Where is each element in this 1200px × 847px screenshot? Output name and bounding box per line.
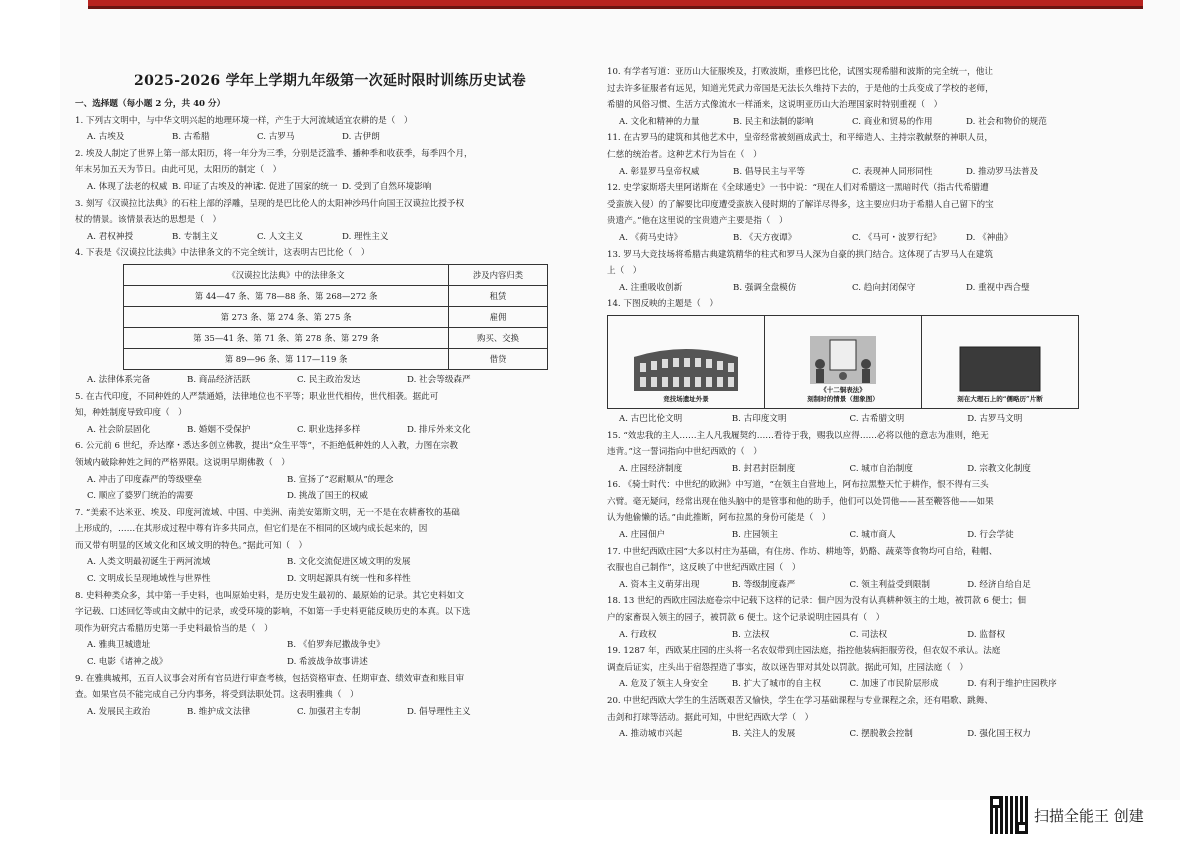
option: B. 《天方夜谭》 [733, 232, 797, 243]
question-stem: 20. 中世纪西欧大学生的生活既艰苦又愉快，学生在学习基础课程与专业课程之余，还有唱歌、跳舞、 [607, 696, 993, 706]
option: C. 顺应了婆罗门统治的需要 [87, 491, 194, 502]
table-row [124, 348, 548, 369]
option-row [607, 726, 1085, 743]
watermark-text: 扫描全能王 创建 [1034, 806, 1144, 825]
option: A. 资本主义萌芽出现 [619, 579, 700, 590]
question-continued: 项作为研究古希腊历史第一手史料最恰当的是（ ） [75, 623, 273, 634]
law-table-header [124, 264, 548, 285]
option: D. 社会等级森严 [407, 374, 471, 385]
picture-caption: 刻在大理石上的“儒略历”片断 [957, 394, 1043, 403]
option: D. 希波战争故事讲述 [287, 657, 368, 668]
qr-code-icon [990, 796, 1028, 834]
option: B. 《伯罗奔尼撒战争史》 [287, 640, 385, 651]
law-articles: 第 35—41 条、第 71 条、第 278 条、第 279 条 [124, 327, 449, 348]
option: A. 注重吸收创新 [619, 282, 683, 293]
option: D. 强化国王权力 [967, 729, 1031, 740]
question-stem: 4. 下表是《汉谟拉比法典》中法律条文的不完全统计，这表明古巴比伦（ ） [75, 248, 370, 259]
question-continued: 受蛮族入侵）的了解要比印度遭受蛮族入侵时期的了解详尽得多，这主要应归功于希腊人自己留下的宝 [607, 199, 994, 210]
option-row [607, 280, 1085, 297]
question-continued: 字记载、口述回忆等或由文献中的记录，或受环境的影响，不如第一手史料更能反映历史的本真。以下选 [75, 607, 471, 618]
option: B. 专制主义 [172, 231, 219, 242]
option-row [607, 577, 1085, 594]
option: B. 古印度文明 [731, 413, 787, 424]
option: C. 《马可・波罗行纪》 [852, 232, 942, 243]
option: B. 古希腊 [172, 132, 210, 143]
option: A. 庄园经济制度 [619, 463, 683, 474]
scanner-watermark [990, 796, 1144, 834]
option-row [607, 627, 1085, 644]
question-continued: 杖的情景。该情景表达的思想是（ ） [75, 215, 222, 226]
right-questions-2 [607, 411, 1085, 743]
law-category: 购买、交换 [449, 327, 548, 348]
question-continued: 违背。”这一誓词指向中世纪西欧的（ ） [607, 447, 762, 458]
option-row [607, 411, 1085, 428]
question-continued: 上（ ） [607, 266, 642, 277]
law-articles: 第 273 条、第 274 条、第 275 条 [124, 306, 449, 327]
option: C. 加速了市民阶层形成 [849, 679, 939, 690]
option: D. 社会和物价的规范 [966, 116, 1047, 127]
option: B. 商品经济活跃 [187, 374, 251, 385]
option: D. 有利于维护庄园秩序 [967, 679, 1057, 690]
table-row [124, 306, 548, 327]
question-stem: 12. 史学家斯塔夫里阿诺斯在《全球通史》一书中说：“现在人们对希腊这一黑暗时代（指古代希腊遭 [607, 183, 989, 194]
option-row [75, 472, 570, 489]
question-continued: 认为他偷懒的话。”由此推断，阿布拉黑的身份可能是（ ） [607, 513, 831, 524]
option: C. 电影《诸神之战》 [87, 657, 168, 668]
option: C. 司法权 [849, 629, 888, 640]
question-stem: 6. 公元前 6 世纪，乔达摩・悉达多创立佛教，提出“众生平等”，不拒绝低种姓的人入教，力图在宗教 [75, 441, 458, 452]
option: B. 民主和法制的影响 [733, 116, 814, 127]
option: A. 人类文明最初诞生于两河流域 [87, 557, 211, 568]
question-stem: 2. 埃及人制定了世界上第一部太阳历，将一年分为三季，分别是泛滥季、播种季和收获季，每季四个月， [75, 148, 473, 159]
twelve-tables-picture [765, 316, 922, 408]
law-category: 租赁 [449, 285, 548, 306]
option: C. 促进了国家的统一 [257, 181, 338, 192]
option-row [75, 637, 570, 654]
picture-strip [607, 315, 1079, 409]
question-stem: 16. 《骑士时代：中世纪的欧洲》中写道，“在领主自营地上，阿布拉黑整天忙于耕作，恨不得有三头 [607, 480, 989, 491]
question-stem: 18. 13 世纪的西欧庄园法庭卷宗中记载下这样的记录：佃户因为没有认真耕种领主的土地，被罚款 6 便士；佃 [607, 596, 1027, 607]
option: B. 维护成文法律 [187, 706, 251, 717]
option: B. 印证了古埃及的神话 [172, 181, 262, 192]
section-heading: 一、选择题（每小题 2 分，共 40 分） [75, 99, 226, 109]
question-stem: 1. 下列古文明中，与中华文明兴起的地理环境一样，产生于大河流域适宜农耕的是（ ） [75, 115, 413, 126]
option: C. 人文主义 [257, 231, 304, 242]
option: D. 受到了自然环境影响 [342, 181, 432, 192]
question-continued: 户的家畜误入领主的园子，被罚款 6 便士。这个记录说明庄园具有（ ） [607, 613, 885, 624]
colosseum-image [626, 337, 746, 395]
option: A. 文化和精神的力量 [619, 116, 700, 127]
law-articles: 第 44—47 条、第 78—88 条、第 268—272 条 [124, 285, 449, 306]
option: B. 等级制度森严 [731, 579, 796, 590]
option: C. 城市自治制度 [849, 463, 913, 474]
option: D. 重视中西合璧 [966, 282, 1030, 293]
option: C. 商业和贸易的作用 [852, 116, 933, 127]
option-row [75, 422, 570, 439]
option: A. 发展民主政治 [87, 706, 151, 717]
option-row [75, 488, 570, 505]
option-row [607, 527, 1085, 544]
option: B. 婚姻不受保护 [187, 424, 251, 435]
option: A. 体现了法老的权威 [87, 181, 168, 192]
question-stem: 8. 史料种类众多，其中第一手史料，也叫原始史料，是历史发生最初的、最原始的记录。其它史料如文 [75, 590, 465, 601]
option: C. 民主政治发达 [297, 374, 361, 385]
question-continued: 六臂。毫无疑问，经常出现在他头脑中的是管事和他的助手，他们可以处罚他——甚至鞭答他——如果 [607, 496, 994, 507]
option: A. 庄园佃户 [619, 530, 666, 541]
left-questions-2 [75, 372, 570, 720]
option-row [75, 704, 570, 721]
question-continued: 查。如果官员不能完成自己分内事务，将受到法职处罚。这表明雅典（ ） [75, 690, 359, 701]
option: C. 文明成长呈现地域性与世界性 [87, 574, 211, 585]
option: A. 推动城市兴起 [619, 729, 683, 740]
option: B. 文化交流促进区域文明的发展 [287, 557, 411, 568]
picture-caption-2: 刻制时的情景（想象图） [807, 394, 879, 403]
option: D. 《神曲》 [966, 232, 1013, 243]
option-row [75, 372, 570, 389]
table-row [124, 327, 548, 348]
option-row [607, 676, 1085, 693]
question-continued: 领域内破除种姓之间的严格界限。这说明早期佛教（ ） [75, 457, 290, 468]
question-stem: 11. 在古罗马的建筑和其他艺术中，皇帝经常被刻画成武士，和平缔造人、主持宗教献祭的神职人员， [607, 133, 993, 144]
question-stem: 10. 有学者写道：亚历山大征服埃及，打败波斯，重修巴比伦，试图实现希腊和波斯的完全统一，他让 [607, 67, 993, 77]
option: C. 职业选择多样 [297, 424, 361, 435]
option-row [607, 230, 1085, 247]
question-stem: 19. 1287 年，西欧某庄园的庄头将一名农奴带到庄园法庭，指控他装病拒服劳役，但农奴不承认。法庭 [607, 646, 1001, 657]
option: D. 监督权 [967, 629, 1006, 640]
option-row [75, 129, 570, 146]
option: B. 立法权 [731, 629, 770, 640]
option: D. 倡导理性主义 [407, 706, 471, 717]
option: D. 经济自给自足 [967, 579, 1031, 590]
option: C. 摆脱教会控制 [849, 729, 913, 740]
question-continued: 上形成的，……在其形成过程中尊有许多共同点，但它们是在不相同的区域内成长起来的，因 [75, 524, 428, 535]
option-row [75, 179, 570, 196]
question-continued: 仁慈的统治者。这种艺术行为旨在（ ） [607, 149, 762, 160]
table-row [124, 285, 548, 306]
law-articles: 第 89—96 条、第 117—119 条 [124, 348, 449, 369]
question-continued: 衣服也自己制作”，这反映了中世纪西欧庄园（ ） [607, 563, 801, 574]
option: D. 古罗马文明 [967, 413, 1023, 424]
option: C. 古罗马 [257, 132, 295, 143]
marble-calendar-image [950, 343, 1050, 395]
option: C. 表现神人同形同性 [852, 166, 933, 177]
law-table [123, 264, 548, 370]
picture-caption: 《十二铜表法》 [820, 385, 866, 394]
question-continued: 年末另加五天为节日。由此可见，太阳历的制定（ ） [75, 165, 282, 176]
option: B. 封君封臣制度 [731, 463, 796, 474]
twelve-tables-image [808, 334, 878, 386]
option-row [75, 571, 570, 588]
option: A. 社会阶层固化 [87, 424, 151, 435]
law-header-articles: 《汉谟拉比法典》中的法律条文 [124, 264, 449, 285]
colosseum-picture [608, 316, 765, 408]
option-row [75, 229, 570, 246]
question-stem: 13. 罗马大竞技场将希腊古典建筑精华的柱式和罗马人深为自豪的拱门结合。这体现了古罗马人在建筑 [607, 249, 993, 260]
option: A. 君权神授 [87, 231, 134, 242]
left-questions [75, 113, 570, 262]
option: A. 行政权 [619, 629, 657, 640]
question-stem: 9. 在雅典城邦，五百人议事会对所有官员进行审查考核，包括资格审查、任期审查、绩效审查和账目审 [75, 673, 465, 684]
question-continued: 知，种姓制度导致印度（ ） [75, 408, 187, 419]
option: B. 倡导民主与平等 [733, 166, 805, 177]
question-continued: 调查后证实，庄头出于宿怨捏造了事实，故以诬告罪对其处以罚款。据此可知，庄园法庭（ ） [607, 662, 968, 673]
option: B. 扩大了城市的自主权 [731, 679, 821, 690]
law-header-category: 涉及内容归类 [449, 264, 548, 285]
top-dark-band [88, 6, 1143, 9]
option: C. 城市商人 [849, 530, 896, 541]
left-column [75, 96, 570, 720]
option: C. 趋向封闭保守 [852, 282, 916, 293]
question-stem: 5. 在古代印度，不同种姓的人严禁通婚，法律地位也不平等；职业世代相传，世代相袭。据此可 [75, 391, 439, 402]
question-continued: 希腊的风俗习惯、生活方式像流水一样涌来，这说明亚历山大治理国家时特别重视（ ） [607, 100, 943, 111]
option-row [75, 554, 570, 571]
option: A. 雅典卫城遗址 [87, 640, 151, 651]
option: A. 古埃及 [87, 132, 125, 143]
option: B. 庄园领主 [731, 530, 778, 541]
option: C. 加强君主专制 [297, 706, 361, 717]
option: A. 危及了领主人身安全 [619, 679, 709, 690]
question-stem: 3. 刻写《汉谟拉比法典》的石柱上部的浮雕，呈现的是巴比伦人的太阳神沙玛什向国王汉谟拉比授予权 [75, 198, 465, 209]
option: D. 理性主义 [342, 231, 389, 242]
option-row [607, 164, 1085, 181]
option-row [607, 114, 1085, 131]
picture-caption: 竞技场遗址外景 [663, 394, 709, 403]
option: D. 排斥外来文化 [407, 424, 471, 435]
option: A. 古巴比伦文明 [619, 413, 683, 424]
option: B. 宣扬了“忍耐顺从”的理念 [287, 474, 394, 485]
right-questions [607, 64, 1085, 313]
option: A. 《荷马史诗》 [619, 232, 683, 243]
question-continued: 贵遗产。”他在这里说的宝贵遗产主要是指（ ） [607, 216, 788, 227]
exam-title: 2025-2026 学年上学期九年级第一次延时限时训练历史试卷 [134, 73, 526, 89]
option: A. 冲击了印度森严的等级壁垒 [87, 474, 202, 485]
option-row [75, 654, 570, 671]
question-continued: 击剑和打球等活动。据此可知，中世纪西欧大学（ ） [607, 712, 814, 723]
law-category: 借贷 [449, 348, 548, 369]
question-stem: 17. 中世纪西欧庄园“大多以村庄为基础，有住房、作坊、耕地等，奶酪、蔬菜等食物均可自给，鞋帽、 [607, 546, 998, 557]
option: D. 古伊朗 [342, 132, 380, 143]
question-stem: 14. 下图反映的主题是（ ） [607, 299, 718, 310]
option: B. 关注人的发展 [731, 729, 796, 740]
law-category: 雇佣 [449, 306, 548, 327]
option: C. 领主利益受到限制 [849, 579, 931, 590]
question-continued: 过去许多征服者有远见，知道光凭武力帝国是无法长久维持下去的，于是他的士兵变成了学校的老师， [607, 83, 994, 94]
question-continued: 而又带有明显的区域文化和区域文明的特色。”据此可知（ ） [75, 540, 308, 551]
question-stem: 7. “美索不达米亚、埃及、印度河流域、中国、中美洲、南美安第斯文明，无一不是在农耕畜牧的基础 [75, 507, 460, 518]
option: D. 宗教文化制度 [967, 463, 1031, 474]
right-column [607, 64, 1085, 743]
option: C. 古希腊文明 [849, 413, 905, 424]
option: D. 挑战了国王的权威 [287, 491, 368, 502]
option-row [607, 461, 1085, 478]
option: D. 文明起源具有统一性和多样性 [287, 574, 411, 585]
option: A. 法律体系完备 [87, 374, 151, 385]
option: B. 强调全盘模仿 [733, 282, 797, 293]
question-stem: 15. “效忠我的主人……主人凡我履契约……看待于我，赐我以应得……必将以他的意志为准则，绝无 [607, 430, 989, 441]
option: D. 行会学徒 [967, 530, 1014, 541]
julian-calendar-picture [922, 316, 1078, 408]
option: A. 彰显罗马皇帝权威 [619, 166, 700, 177]
option: D. 推动罗马法普及 [966, 166, 1039, 177]
